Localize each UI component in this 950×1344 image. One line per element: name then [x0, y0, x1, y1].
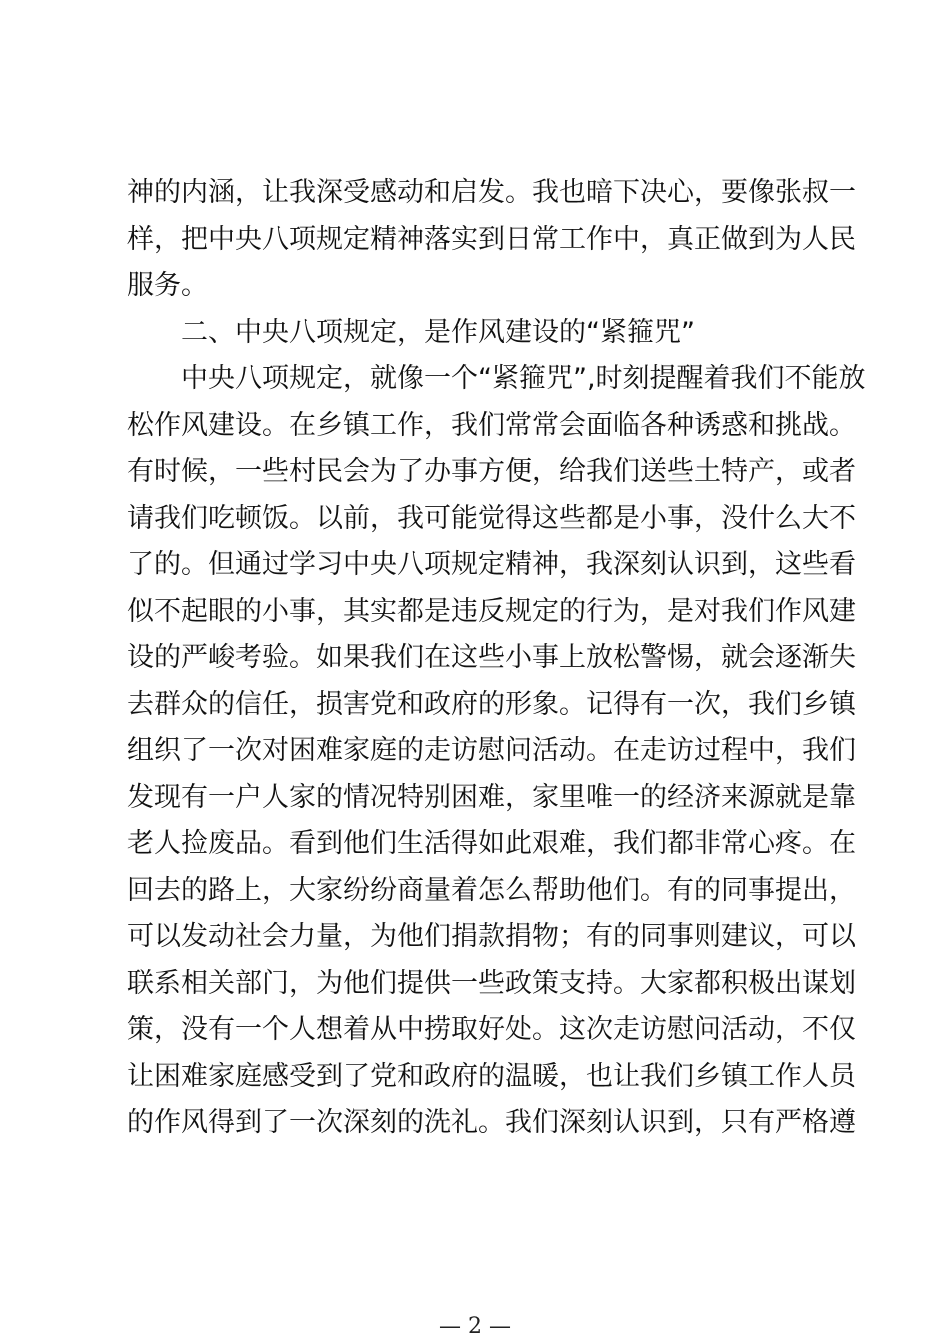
text-line: 设的严峻考验。如果我们在这些小事上放松警惕，就会逐渐失	[127, 642, 856, 673]
text-line: 组织了一次对困难家庭的走访慰问活动。在走访过程中，我们	[127, 735, 856, 766]
text-line: 似不起眼的小事，其实都是违反规定的行为，是对我们作风建	[127, 595, 856, 627]
text-line: 可以发动社会力量，为他们捐款捐物；有的同事则建议，可以	[127, 921, 856, 952]
text-line: 样，把中央八项规定精神落实到日常工作中，真正做到为人民	[127, 223, 856, 255]
text-line: 请我们吃顿饭。以前，我可能觉得这些都是小事，没什么大不	[127, 502, 856, 534]
text-line: 服务。	[127, 270, 208, 301]
text-line: 策，没有一个人想着从中捞取好处。这次走访慰问活动，不仅	[127, 1014, 856, 1045]
text-line: 让困难家庭感受到了党和政府的温暖，也让我们乡镇工作人员	[127, 1060, 856, 1092]
text-line: 发现有一户人家的情况特别困难，家里唯一的经济来源就是靠	[127, 781, 856, 813]
text-line: 了的。但通过学习中央八项规定精神，我深刻认识到，这些看	[127, 549, 856, 580]
page-number: — 2 —	[439, 1314, 511, 1339]
text-line: 老人捡废品。看到他们生活得如此艰难，我们都非常心疼。在	[127, 828, 856, 859]
paragraph-first-line: 中央八项规定，就像一个“紧箍咒”,时刻提醒着我们不能放	[181, 363, 866, 394]
text-line: 去群众的信任，损害党和政府的形象。记得有一次，我们乡镇	[127, 688, 856, 720]
text-line: 神的内涵，让我深受感动和启发。我也暗下决心，要像张叔一	[127, 177, 856, 208]
document-body	[127, 170, 866, 1147]
text-line: 联系相关部门，为他们提供一些政策支持。大家都积极出谋划	[127, 967, 856, 999]
text-line: 松作风建设。在乡镇工作，我们常常会面临各种诱惑和挑战。	[127, 409, 856, 441]
section-heading: 二、中央八项规定，是作风建设的“紧箍咒”	[181, 316, 695, 348]
text-line: 的作风得到了一次深刻的洗礼。我们深刻认识到，只有严格遵	[127, 1107, 856, 1138]
text-line: 回去的路上，大家纷纷商量着怎么帮助他们。有的同事提出，	[127, 874, 856, 906]
text-line: 有时候，一些村民会为了办事方便，给我们送些土特产，或者	[127, 456, 856, 487]
